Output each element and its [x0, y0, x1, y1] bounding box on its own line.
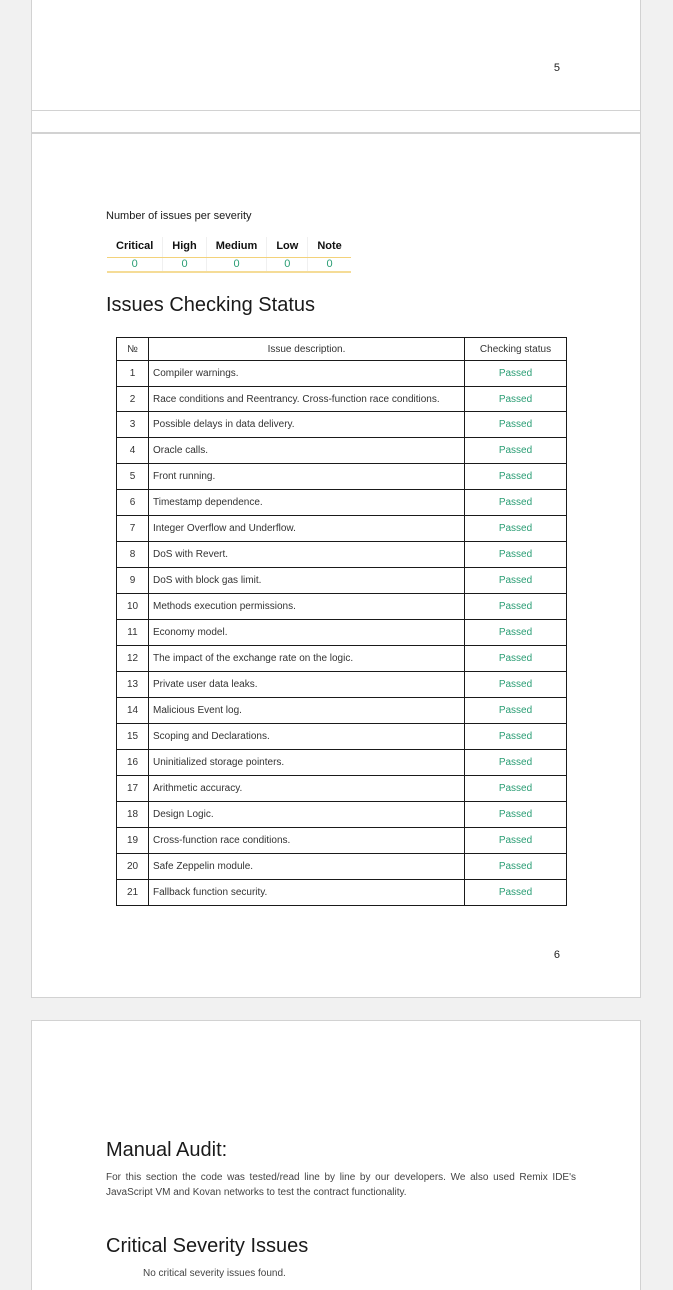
issue-status-cell: Passed: [465, 568, 567, 594]
issue-description-cell: Malicious Event log.: [149, 698, 465, 724]
severity-header-medium: Medium: [206, 237, 267, 258]
severity-count-row: [107, 258, 351, 273]
issue-status-cell: Passed: [465, 776, 567, 802]
issue-number-cell: 1: [117, 361, 149, 387]
issue-status-cell: Passed: [465, 620, 567, 646]
issue-number-cell: 4: [117, 438, 149, 464]
issue-status-cell: Passed: [465, 854, 567, 880]
severity-caption: Number of issues per severity: [106, 210, 252, 222]
table-row: [117, 776, 567, 802]
issue-description-cell: Safe Zeppelin module.: [149, 854, 465, 880]
issue-status-cell: Passed: [465, 698, 567, 724]
table-row: [117, 542, 567, 568]
issue-number-cell: 9: [117, 568, 149, 594]
severity-count-critical: 0: [107, 258, 163, 273]
table-row: [117, 724, 567, 750]
issue-description-cell: Oracle calls.: [149, 438, 465, 464]
issue-number-cell: 14: [117, 698, 149, 724]
page-5: [31, 0, 641, 111]
table-row: [117, 412, 567, 438]
issues-table: [116, 337, 567, 906]
issue-description-cell: Methods execution permissions.: [149, 594, 465, 620]
issue-description-cell: Integer Overflow and Underflow.: [149, 516, 465, 542]
issues-header-row: [117, 338, 567, 361]
table-row: [117, 802, 567, 828]
issue-number-cell: 19: [117, 828, 149, 854]
severity-count-high: 0: [163, 258, 206, 273]
table-row: [117, 828, 567, 854]
issue-number-cell: 2: [117, 387, 149, 412]
issue-number-cell: 6: [117, 490, 149, 516]
table-row: [117, 594, 567, 620]
page-separator: [31, 111, 641, 133]
table-row: [117, 854, 567, 880]
page-number: 6: [553, 949, 560, 961]
issue-description-cell: DoS with Revert.: [149, 542, 465, 568]
issue-status-cell: Passed: [465, 464, 567, 490]
issue-status-cell: Passed: [465, 361, 567, 387]
issue-description-cell: Cross-function race conditions.: [149, 828, 465, 854]
issue-description-cell: Possible delays in data delivery.: [149, 412, 465, 438]
issues-header-description: Issue description.: [149, 338, 465, 361]
issue-status-cell: Passed: [465, 828, 567, 854]
page-number: 5: [553, 62, 560, 74]
table-row: [117, 387, 567, 412]
table-row: [117, 646, 567, 672]
issue-status-cell: Passed: [465, 880, 567, 906]
table-row: [117, 516, 567, 542]
issue-number-cell: 5: [117, 464, 149, 490]
issue-status-cell: Passed: [465, 542, 567, 568]
issue-description-cell: Uninitialized storage pointers.: [149, 750, 465, 776]
issue-description-cell: The impact of the exchange rate on the logic.: [149, 646, 465, 672]
manual-audit-title: Manual Audit:: [106, 1139, 228, 1161]
table-row: [117, 568, 567, 594]
issues-section-title: Issues Checking Status: [106, 294, 315, 316]
severity-count-medium: 0: [206, 258, 267, 273]
issue-status-cell: Passed: [465, 724, 567, 750]
issue-description-cell: Arithmetic accuracy.: [149, 776, 465, 802]
severity-count-note: 0: [308, 258, 351, 273]
severity-header-note: Note: [308, 237, 351, 258]
table-row: [117, 750, 567, 776]
table-row: [117, 438, 567, 464]
severity-header-high: High: [163, 237, 206, 258]
issue-number-cell: 12: [117, 646, 149, 672]
issue-number-cell: 17: [117, 776, 149, 802]
critical-severity-text: No critical severity issues found.: [143, 1268, 286, 1279]
severity-header-critical: Critical: [107, 237, 163, 258]
severity-table: [107, 237, 351, 273]
issue-status-cell: Passed: [465, 387, 567, 412]
issue-number-cell: 20: [117, 854, 149, 880]
table-row: [117, 698, 567, 724]
table-row: [117, 490, 567, 516]
issue-status-cell: Passed: [465, 438, 567, 464]
issue-number-cell: 7: [117, 516, 149, 542]
issue-number-cell: 8: [117, 542, 149, 568]
issue-description-cell: Compiler warnings.: [149, 361, 465, 387]
issue-description-cell: Private user data leaks.: [149, 672, 465, 698]
issue-status-cell: Passed: [465, 412, 567, 438]
issue-description-cell: Fallback function security.: [149, 880, 465, 906]
table-row: [117, 361, 567, 387]
page-6: [31, 133, 641, 998]
issue-description-cell: Timestamp dependence.: [149, 490, 465, 516]
issues-header-num: №: [117, 338, 149, 361]
issue-description-cell: Front running.: [149, 464, 465, 490]
issue-number-cell: 18: [117, 802, 149, 828]
table-row: [117, 620, 567, 646]
issue-number-cell: 13: [117, 672, 149, 698]
issue-status-cell: Passed: [465, 750, 567, 776]
issue-status-cell: Passed: [465, 646, 567, 672]
issue-status-cell: Passed: [465, 594, 567, 620]
table-row: [117, 672, 567, 698]
table-row: [117, 880, 567, 906]
issue-description-cell: DoS with block gas limit.: [149, 568, 465, 594]
issue-description-cell: Race conditions and Reentrancy. Cross-function race conditions.: [149, 387, 465, 412]
critical-severity-title: Critical Severity Issues: [106, 1235, 309, 1257]
severity-header-row: [107, 237, 351, 258]
issue-description-cell: Scoping and Declarations.: [149, 724, 465, 750]
manual-audit-text: For this section the code was tested/read line by line by our developers. We also used Remix IDE's JavaScript VM and Kovan networks to test the contract functionality.: [106, 1172, 576, 1198]
issue-number-cell: 16: [117, 750, 149, 776]
issue-number-cell: 3: [117, 412, 149, 438]
severity-count-low: 0: [267, 258, 308, 273]
issue-status-cell: Passed: [465, 490, 567, 516]
severity-header-low: Low: [267, 237, 308, 258]
issue-number-cell: 21: [117, 880, 149, 906]
table-row: [117, 464, 567, 490]
issues-header-status: Checking status: [465, 338, 567, 361]
issue-number-cell: 10: [117, 594, 149, 620]
issue-number-cell: 11: [117, 620, 149, 646]
issue-status-cell: Passed: [465, 802, 567, 828]
page-7: [31, 1020, 641, 1290]
issue-description-cell: Design Logic.: [149, 802, 465, 828]
issue-number-cell: 15: [117, 724, 149, 750]
issue-description-cell: Economy model.: [149, 620, 465, 646]
issue-status-cell: Passed: [465, 516, 567, 542]
issue-status-cell: Passed: [465, 672, 567, 698]
